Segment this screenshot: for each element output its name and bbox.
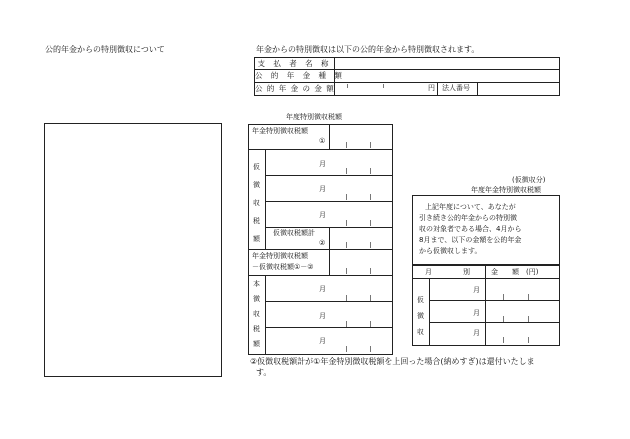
payer-name-label: 支 払 者 名 称 xyxy=(255,58,335,69)
provisional-vertical-5: 額 xyxy=(253,235,260,243)
amount-divider xyxy=(437,83,438,95)
amount-tick xyxy=(346,220,347,226)
header-line xyxy=(413,278,559,279)
amount-tick xyxy=(346,268,347,274)
amount-tick xyxy=(503,337,504,343)
amount-tick xyxy=(383,84,384,88)
provisional-vertical-4: 税 xyxy=(253,217,260,225)
row-line xyxy=(265,175,392,176)
header-divider xyxy=(485,266,486,278)
month-unit: 月 xyxy=(473,329,480,337)
month-unit: 月 xyxy=(319,160,326,168)
vertical-label-divider xyxy=(265,275,266,354)
main-vertical-3: 収 xyxy=(253,310,260,318)
pension-amount-label: 公 的 年 金 の 金 額 xyxy=(255,83,335,95)
row-line xyxy=(265,301,392,302)
provisional-caption-2: 年度年金特別徴収税額 xyxy=(471,186,541,194)
main-vertical-1: 本 xyxy=(253,280,260,288)
annual-tax-table xyxy=(248,124,393,355)
notice-line-4: 8月まで、以下の金額を公的年金 xyxy=(419,236,522,244)
row-line xyxy=(249,149,392,150)
pension-amount-row xyxy=(255,83,559,95)
pension-tax-number: ① xyxy=(319,137,326,145)
amount-tick xyxy=(346,142,347,148)
row-line xyxy=(429,300,559,301)
notice-line-3: 収の対象者である場合、4月から xyxy=(419,225,522,233)
month-unit: 月 xyxy=(473,309,480,317)
row-line xyxy=(429,322,559,323)
refund-footnote-line-1: ②仮徴収税額計が①年金特別徴収税額を上回った場合(納めすぎ)は還付いたしま xyxy=(250,357,535,366)
vertical-label-divider xyxy=(265,149,266,249)
notice-line-5: から仮徴収します。 xyxy=(419,247,482,255)
row-line xyxy=(265,201,392,202)
pension-type-label: 公 的 年 金 種 類 xyxy=(255,71,345,81)
provisional-vertical-1: 仮 xyxy=(253,163,260,171)
amount-tick xyxy=(346,168,347,174)
month-unit: 月 xyxy=(319,285,326,293)
amount-tick xyxy=(370,242,371,248)
difference-label-1: 年金特別徴収税額 xyxy=(252,252,308,260)
provisional-total-number: ② xyxy=(319,239,326,247)
annual-table-title: 年度特別徴収税額 xyxy=(286,113,342,121)
month-unit: 月 xyxy=(319,211,326,219)
amount-tick xyxy=(370,194,371,200)
amount-tick xyxy=(346,346,347,352)
provisional-amount-vertical-3: 収 xyxy=(417,328,424,336)
month-unit: 月 xyxy=(319,337,326,345)
difference-label-2: －仮徴収税額①－② xyxy=(252,263,314,271)
corporate-number-divider xyxy=(477,83,478,95)
payer-name-row xyxy=(255,58,559,70)
notice-line-2: 引き続き公的年金からの特別徴 xyxy=(419,214,517,222)
provisional-amount-table xyxy=(412,265,560,346)
yen-unit: 円 xyxy=(428,83,435,92)
main-vertical-2: 徴 xyxy=(253,295,260,303)
month-unit: 月 xyxy=(319,312,326,320)
right-section-title: 年金からの特別徴収は以下の公的年金から特別徴収されます。 xyxy=(256,45,480,54)
amount-tick xyxy=(370,220,371,226)
amount-tick xyxy=(346,242,347,248)
provisional-notice-box xyxy=(412,195,560,265)
amount-tick xyxy=(347,84,348,88)
blank-notice-box xyxy=(44,123,222,377)
month-unit: 月 xyxy=(319,185,326,193)
amount-tick xyxy=(370,142,371,148)
month-divider xyxy=(485,278,486,345)
payer-info-table xyxy=(254,57,560,96)
row-divider xyxy=(329,249,330,275)
column-amount-header: 金 額 (円) xyxy=(491,268,539,276)
pension-tax-label: 年金特別徴収税額 xyxy=(252,127,308,135)
row-divider xyxy=(329,125,330,149)
notice-line-1: 上記年度について、あなたが xyxy=(425,203,516,211)
column-separator-header: 別 xyxy=(463,268,470,276)
provisional-total-label: 仮徴収税額計 xyxy=(273,229,315,237)
pension-type-row xyxy=(255,70,559,82)
corporate-number-label: 法人番号 xyxy=(442,83,470,92)
left-section-title: 公的年金からの特別徴収について xyxy=(45,45,165,54)
provisional-amount-vertical-1: 仮 xyxy=(417,296,424,304)
row-line xyxy=(249,275,392,276)
amount-tick xyxy=(528,337,529,343)
amount-tick xyxy=(370,268,371,274)
column-month-header: 月 xyxy=(425,268,432,276)
provisional-vertical-3: 収 xyxy=(253,199,260,207)
provisional-vertical-2: 徴 xyxy=(253,181,260,189)
row-divider xyxy=(329,227,330,249)
refund-footnote-line-2: す。 xyxy=(256,368,272,377)
main-vertical-5: 額 xyxy=(253,340,260,348)
row-line xyxy=(265,327,392,328)
month-unit: 月 xyxy=(473,286,480,294)
amount-tick xyxy=(370,346,371,352)
amount-tick xyxy=(370,168,371,174)
main-vertical-4: 税 xyxy=(253,325,260,333)
provisional-amount-vertical-2: 徴 xyxy=(417,312,424,320)
row-line xyxy=(249,249,392,250)
amount-tick xyxy=(346,194,347,200)
provisional-caption-1: (仮徴収分) xyxy=(512,176,546,184)
vertical-label-divider xyxy=(429,278,430,345)
